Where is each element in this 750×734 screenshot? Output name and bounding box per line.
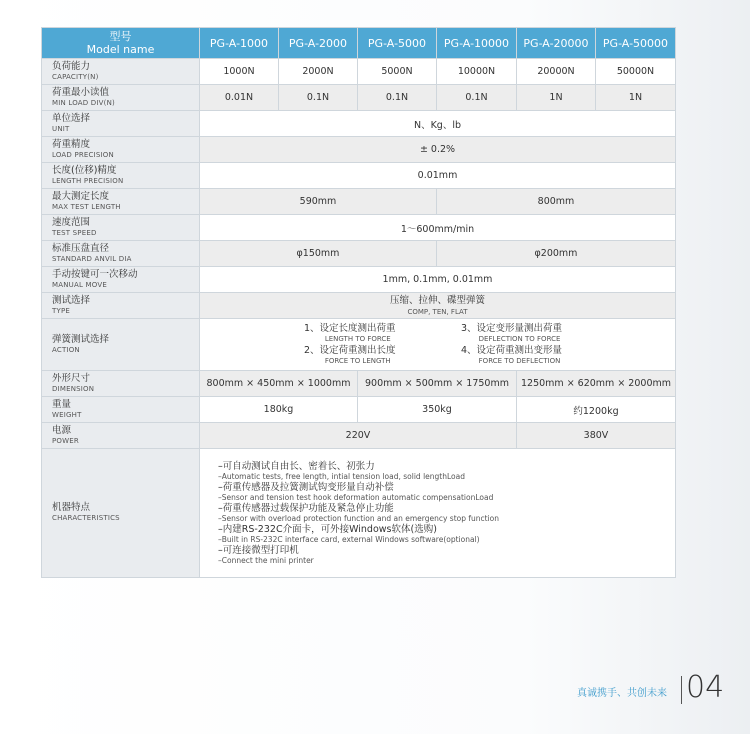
row-label <box>42 59 200 85</box>
footer-divider <box>681 676 682 704</box>
type-value-zh: 压缩、拉伸、碟型弹簧 <box>389 294 485 306</box>
action-item <box>304 345 396 366</box>
label-zh: 机器特点 <box>52 502 91 513</box>
dimension-value: 800mm × 450mm × 1000mm <box>200 371 358 397</box>
power-value: 380V <box>517 423 676 449</box>
action-zh: 1、设定长度测出荷重 <box>304 322 396 334</box>
model-header: PG-A-20000 <box>517 28 596 59</box>
row-label <box>42 215 200 241</box>
row-label <box>42 137 200 163</box>
char-item-en: –Connect the mini printer <box>218 555 314 565</box>
char-item-zh: –可连接微型打印机 <box>218 544 299 556</box>
action-zh: 2、设定荷重测出长度 <box>304 344 396 356</box>
label-en: LOAD PRECISION <box>52 150 114 159</box>
manual-move-row <box>42 267 676 293</box>
action-list <box>200 320 675 370</box>
max-length-value: 800mm <box>437 189 676 215</box>
row-label <box>42 371 200 397</box>
label-en: TYPE <box>52 306 70 315</box>
action-en: LENGTH TO FORCE <box>324 334 391 343</box>
characteristics-list <box>200 449 676 578</box>
model-name-header <box>42 28 200 59</box>
char-item-en: –Sensor with overload protection function and an emergency stop function <box>218 513 500 523</box>
page-number: 04 <box>686 670 725 705</box>
action-en: FORCE TO DEFLECTION <box>478 356 561 365</box>
model-header: PG-A-10000 <box>437 28 517 59</box>
label-en: UNIT <box>52 124 70 133</box>
min-load-value: 0.1N <box>437 85 517 111</box>
speed-row <box>42 215 676 241</box>
min-load-value: 0.1N <box>279 85 358 111</box>
row-label <box>42 163 200 189</box>
label-en: CHARACTERISTICS <box>52 514 120 522</box>
char-item-en: –Sensor and tension test hook deformation automatic compensationLoad <box>218 492 494 502</box>
min-load-value: 0.01N <box>200 85 279 111</box>
length-precision-row <box>42 163 676 189</box>
capacity-value: 20000N <box>517 59 596 85</box>
power-row <box>42 423 676 449</box>
action-zh: 4、设定荷重测出变形量 <box>461 344 563 356</box>
action-zh: 3、设定变形量测出荷重 <box>461 322 563 334</box>
label-zh: 负荷能力 <box>52 60 91 72</box>
label-en: MIN LOAD DIV(N) <box>52 98 115 107</box>
label-zh: 长度(位移)精度 <box>52 164 117 176</box>
model-header: PG-A-50000 <box>596 28 676 59</box>
label-en: POWER <box>52 436 79 445</box>
header-label-zh: 型号 <box>109 30 132 43</box>
label-zh: 荷重最小读值 <box>52 86 110 98</box>
capacity-value: 5000N <box>358 59 437 85</box>
anvil-value: φ200mm <box>437 241 676 267</box>
label-en: CAPACITY(N) <box>52 72 99 81</box>
capacity-value: 2000N <box>279 59 358 85</box>
capacity-value: 10000N <box>437 59 517 85</box>
label-zh: 重量 <box>52 398 72 410</box>
label-en: LENGTH PRECISION <box>52 176 124 185</box>
label-zh: 手动按键可一次移动 <box>52 268 138 280</box>
action-item <box>461 345 562 366</box>
anvil-row <box>42 241 676 267</box>
label-en: MANUAL MOVE <box>52 280 107 289</box>
action-en: DEFLECTION TO FORCE <box>478 334 561 343</box>
power-value: 220V <box>200 423 517 449</box>
weight-row <box>42 397 676 423</box>
label-en: DIMENSION <box>52 384 95 393</box>
capacity-value: 50000N <box>596 59 676 85</box>
char-item-zh: –荷重传感器过载保护功能及紧急停止功能 <box>218 502 394 514</box>
label-zh: 电源 <box>52 424 72 436</box>
load-precision-value: ± 0.2% <box>200 137 676 163</box>
dimension-row <box>42 371 676 397</box>
capacity-row <box>42 59 676 85</box>
model-header: PG-A-2000 <box>279 28 358 59</box>
max-length-row <box>42 189 676 215</box>
manual-move-value: 1mm, 0.1mm, 0.01mm <box>200 267 676 293</box>
label-zh: 测试选择 <box>52 294 91 306</box>
model-header: PG-A-5000 <box>358 28 437 59</box>
max-length-value: 590mm <box>200 189 437 215</box>
label-en: MAX TEST LENGTH <box>52 202 121 211</box>
unit-row <box>42 111 676 137</box>
char-item-en: –Automatic tests, free length, intial tension load, solid lengthLoad <box>218 471 465 481</box>
row-label <box>42 293 200 319</box>
char-item-en: –Built in RS-232C interface card, external Windows software(optional) <box>218 534 480 544</box>
model-header: PG-A-1000 <box>200 28 279 59</box>
row-label <box>42 319 200 371</box>
header-row <box>42 28 676 59</box>
type-row <box>42 293 676 319</box>
label-en: TEST SPEED <box>52 228 97 237</box>
header-label-en: Model name <box>86 43 155 56</box>
label-zh: 标准压盘直径 <box>52 242 110 254</box>
label-en: STANDARD ANVIL DIA <box>52 254 132 263</box>
speed-value: 1～600mm/min <box>200 215 676 241</box>
action-item <box>461 323 562 344</box>
load-precision-row <box>42 137 676 163</box>
label-zh: 单位选择 <box>52 112 91 124</box>
footer-slogan: 真诚携手、共创未来 <box>577 688 667 699</box>
row-label <box>42 267 200 293</box>
min-load-value: 1N <box>517 85 596 111</box>
weight-value: 约1200kg <box>517 397 676 423</box>
min-load-value: 1N <box>596 85 676 111</box>
spec-table <box>41 27 676 578</box>
length-precision-value: 0.01mm <box>200 163 676 189</box>
action-en: FORCE TO LENGTH <box>324 356 391 365</box>
row-label <box>42 111 200 137</box>
anvil-value: φ150mm <box>200 241 437 267</box>
weight-value: 350kg <box>358 397 517 423</box>
label-zh: 外形尺寸 <box>52 372 91 384</box>
dimension-value: 900mm × 500mm × 1750mm <box>358 371 517 397</box>
action-value <box>200 319 676 371</box>
label-zh: 荷重精度 <box>52 138 91 150</box>
row-label <box>42 449 200 578</box>
char-item-zh: –荷重传感器及拉簧测试钩变形量自动补偿 <box>218 481 394 493</box>
row-label <box>42 189 200 215</box>
row-label <box>42 241 200 267</box>
min-load-row <box>42 85 676 111</box>
label-zh: 速度范围 <box>52 216 91 228</box>
row-label <box>42 397 200 423</box>
action-row <box>42 319 676 371</box>
min-load-value: 0.1N <box>358 85 437 111</box>
label-en: ACTION <box>52 345 80 354</box>
char-item-zh: –内建RS-232C介面卡，可外接Windows软体(选购) <box>218 523 437 535</box>
row-label <box>42 423 200 449</box>
char-item-zh: –可自动测试自由长、密着长、初张力 <box>218 460 375 472</box>
unit-value: N、Kg、lb <box>200 111 676 137</box>
type-value-en: COMP, TEN, FLAT <box>407 307 468 316</box>
capacity-value: 1000N <box>200 59 279 85</box>
row-label <box>42 85 200 111</box>
weight-value: 180kg <box>200 397 358 423</box>
action-item <box>304 323 396 344</box>
characteristics-row <box>42 449 676 578</box>
dimension-value: 1250mm × 620mm × 2000mm <box>517 371 676 397</box>
type-value <box>200 293 676 319</box>
label-zh: 弹簧测试选择 <box>52 333 110 345</box>
label-zh: 最大测定长度 <box>52 190 110 202</box>
label-en: WEIGHT <box>52 410 82 419</box>
